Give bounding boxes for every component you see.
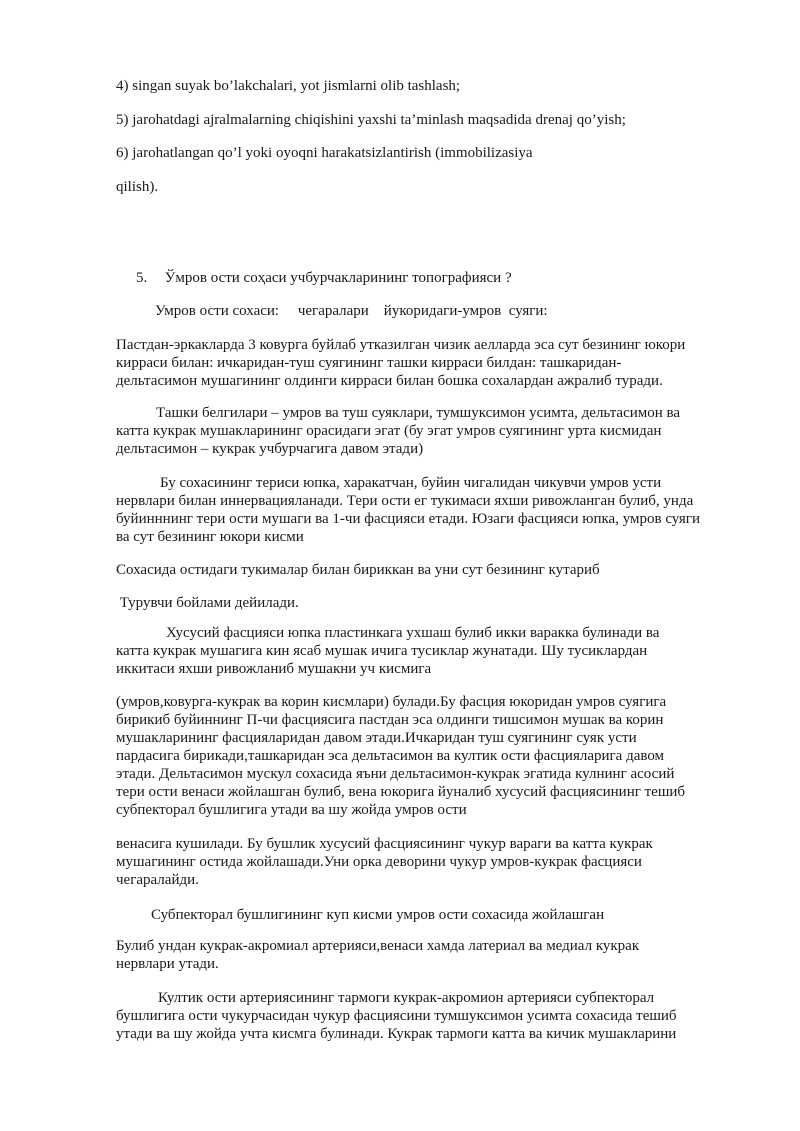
list-item-5: 5) jarohatdagi ajralmalarning chiqishini yaxshi ta’minlash maqsadida drenaj qo’yish; xyxy=(116,112,626,128)
text-line: катта кукрак мушакларининг орасидаги эгат (бу эгат умров суягининг урта кисмидан xyxy=(116,423,662,439)
paragraph-boundaries xyxy=(116,336,746,390)
text-line: дельтасимон – кукрак учбурчагига давом этади) xyxy=(116,441,424,457)
section-number: 5. xyxy=(136,270,148,286)
text-line: иккитаси яхши ривожланиб мушакни уч кисмига xyxy=(116,661,432,677)
section-heading xyxy=(136,269,512,287)
text-line: Булиб ундан кукрак-акромиал артерияси,венаси хамда латериал ва медиал кукрак xyxy=(116,938,640,954)
paragraph-boundaries-intro: Умров ости сохаси: чегаралари йукоридаги-умров суяги: xyxy=(155,303,548,319)
text-line: бирикиб буйиннинг П-чи фасциясига пастдан эса олдинги тишсимон мушак ва корин xyxy=(116,712,664,728)
paragraph-subpectoral: Субпекторал бушлигининг куп кисми умров ости сохасида жойлашган xyxy=(151,907,605,923)
text-line: Бу сохасининг териси юпка, харакатчан, буйин чигалидан чикувчи умров усти xyxy=(160,475,662,491)
text-line: Ташки белгилари – умров ва туш суяклари, тумшуксимон усимта, дельтасимон ва xyxy=(156,405,681,421)
section-title: Ўмров ости соҳаси учбурчакларининг топографияси ? xyxy=(164,270,512,286)
text-line: кирраси билан: ичкаридан-туш суягининг ташки кирраси билдан: ташкаридан- xyxy=(116,355,622,371)
list-item-6: 6) jarohatlangan qo’l yoki oyoqni harakatsizlantirish (immobilizasiya xyxy=(116,145,533,161)
text-line: утади ва шу жойда учта кисмга булинади. Кукрак тармоги катта ва кичик мушакларини xyxy=(116,1026,677,1042)
text-line: субпекторал бушлигига утади ва шу жойда умров ости xyxy=(116,802,467,818)
paragraph-fascia xyxy=(116,624,746,678)
text-line: (умров,ковурга-кукрак ва корин кисмлари) булади.Бу фасция юкоридан умров суягига xyxy=(116,694,667,710)
paragraph-vein xyxy=(116,835,746,889)
paragraph-artery xyxy=(116,937,746,973)
list-item-6-continuation: qilish). xyxy=(116,179,159,195)
text-line: чегаралайди. xyxy=(116,872,199,888)
text-line: Хусусий фасцияси юпка пластинкага ухшаш булиб икки варакка булинади ва xyxy=(166,625,660,641)
text-line: венасига кушилади. Бу бушлик хусусий фасциясининг чукур вараги ва катта кукрак xyxy=(116,836,653,852)
text-line: дельтасимон мушагининг олдинги кирраси билан бошка сохалардан ажралиб туради. xyxy=(116,373,663,389)
text-line: мушакларининг фасцияларидан давом этади.Ичкаридан туш суягининг суяк усти xyxy=(116,730,637,746)
paragraph-ligament: Турувчи бойлами дейилади. xyxy=(116,595,299,611)
paragraph-branches xyxy=(116,989,746,1043)
paragraph-landmarks xyxy=(116,404,746,458)
list-item-4: 4) singan suyak bo’lakchalari, yot jismlarni olib tashlash; xyxy=(116,78,461,94)
text-line: этади. Дельтасимон мускул сохасида яъни дельтасимон-кукрак эгатида кулнинг асосий xyxy=(116,766,675,782)
text-line: пардасига бирикади,ташкаридан эса дельтасимон ва култик ости фасцияларига давом xyxy=(116,748,665,764)
text-line: катта кукрак мушагига кин ясаб мушак ичига тусиклар жунатади. Шу тусиклардан xyxy=(116,643,648,659)
text-line: Култик ости артериясининг тармоги кукрак-акромион артерияси субпекторал xyxy=(158,990,655,1006)
text-line: бушлигига ости чукурчасидан чукур фасциясини тумшуксимон усимта сохасида тешиб xyxy=(116,1008,677,1024)
text-line: тери ости венаси жойлашган булиб, вена юкорига йуналиб хусусий фасциясининг тешиб xyxy=(116,784,686,800)
paragraph-fascia-parts xyxy=(116,693,746,819)
text-line: буйинннинг тери ости мушаги ва 1-чи фасцияси етади. Юзаги фасцияси юпка, умров суяги xyxy=(116,511,700,527)
paragraph-tissue: Сохасида остидаги тукималар билан бириккан ва уни сут безининг кутариб xyxy=(116,562,600,578)
paragraph-skin xyxy=(116,474,746,546)
text-line: Пастдан-эркакларда 3 ковурга буйлаб утказилган чизик аелларда эса сут безининг юкори xyxy=(116,337,686,353)
text-line: нервлари билан иннервацияланади. Тери ости ег тукимаси яхши ривожланган булиб, унда xyxy=(116,493,694,509)
text-line: ва сут безининг юкори кисми xyxy=(116,529,304,545)
text-line: мушагининг остида жойлашади.Уни орка деворини чукур умров-кукрак фасцияси xyxy=(116,854,642,870)
text-line: нервлари утади. xyxy=(116,956,219,972)
